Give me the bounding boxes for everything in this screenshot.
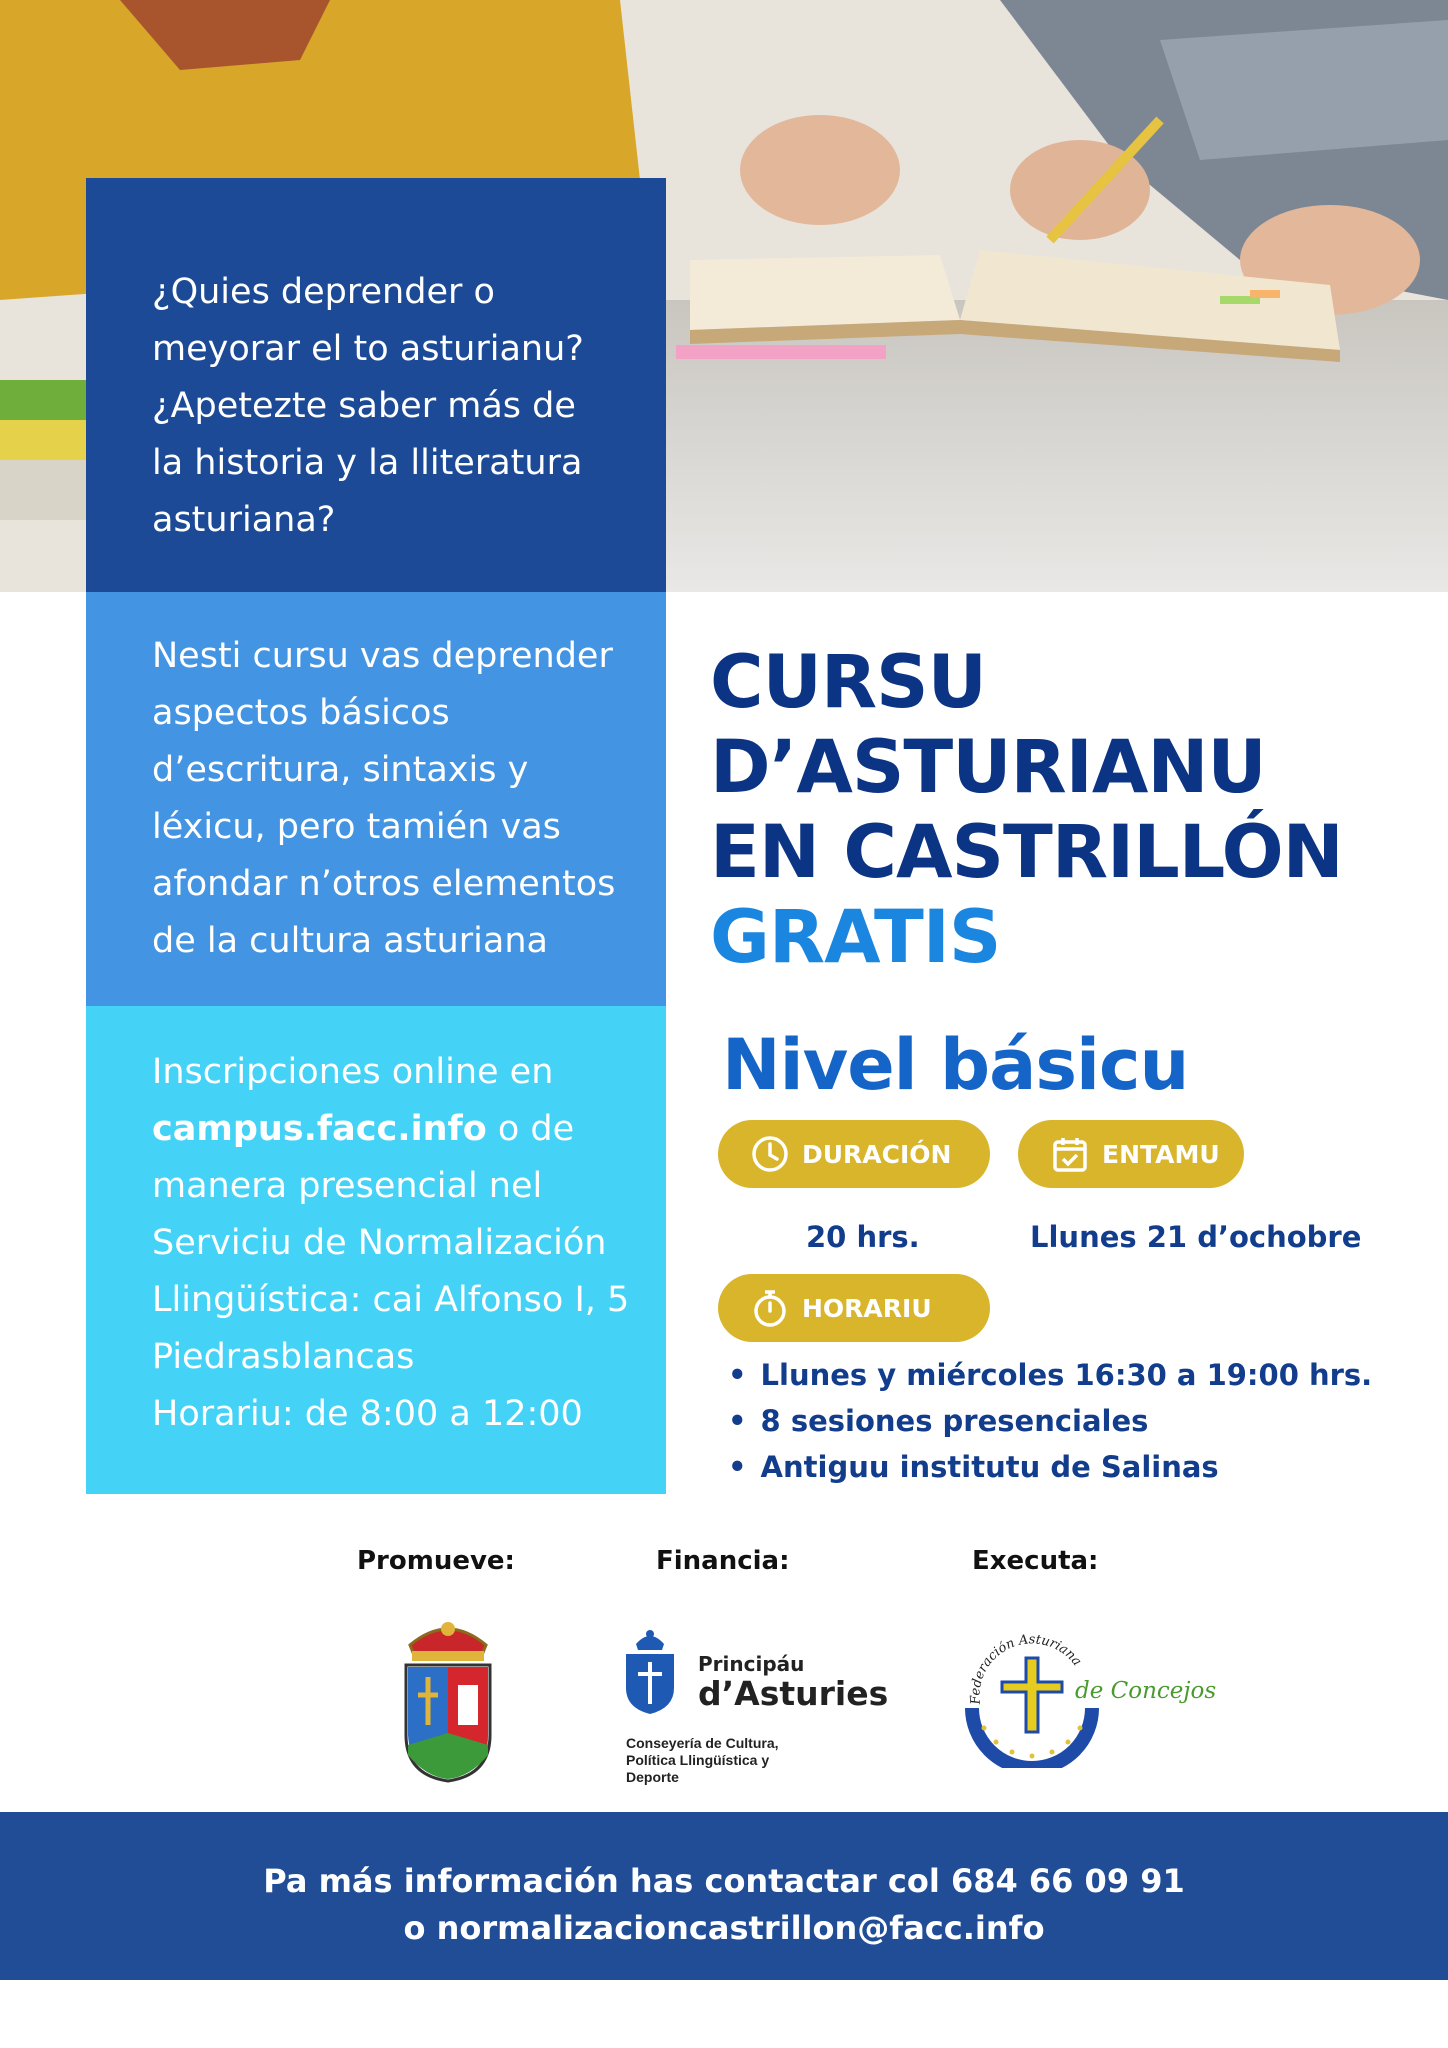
duration-value: 20 hrs.	[806, 1220, 920, 1254]
principality-small-text: Principáu	[698, 1652, 805, 1676]
description-line: d’escritura, sintaxis y	[152, 750, 529, 790]
executes-label: Executa:	[972, 1546, 1099, 1576]
clock-icon	[750, 1134, 790, 1174]
title-line: EN CASTRILLÓN	[710, 810, 1343, 895]
contact-email[interactable]: o normalizacioncastrillon@facc.info	[403, 1909, 1045, 1947]
description-line: afondar n’otros elementos	[152, 864, 616, 904]
registration-link-suffix: o de	[486, 1109, 575, 1149]
description-line: Nesti cursu vas deprender	[152, 636, 613, 676]
course-title	[710, 640, 1343, 980]
principality-department	[626, 1735, 826, 1786]
course-level: Nivel básicu	[722, 1024, 1189, 1106]
intro-box	[86, 178, 666, 592]
title-free: GRATIS	[710, 895, 1001, 980]
start-label: ENTAMU	[1102, 1139, 1220, 1169]
stopwatch-icon	[750, 1288, 790, 1328]
description-line: de la cultura asturiana	[152, 921, 548, 961]
description-line: aspectos básicos	[152, 693, 450, 733]
registration-line	[152, 1044, 636, 1101]
calendar-check-icon	[1050, 1134, 1090, 1174]
registration-line: Llingüística: cai Alfonso I, 5	[152, 1280, 630, 1320]
registration-line: Horariu: de 8:00 a 12:00	[152, 1394, 583, 1434]
intro-line: ¿Apetezte saber más de	[152, 386, 576, 426]
intro-line: ¿Quies deprender o	[152, 272, 495, 312]
description-box	[86, 592, 666, 1006]
schedule-list	[728, 1352, 1372, 1490]
federation-name-text: de Concejos	[1075, 1678, 1217, 1704]
registration-line	[152, 1101, 636, 1158]
list-item: • 8 sesiones presenciales	[728, 1398, 1372, 1444]
list-item: • Llunes y miércoles 16:30 a 19:00 hrs.	[728, 1352, 1372, 1398]
registration-intro: Inscripciones online en	[152, 1052, 554, 1092]
funds-label: Financia:	[656, 1546, 790, 1576]
federation-ring-text: Federación Asturiana	[968, 1632, 1085, 1705]
intro-line: la historia y la lliteratura	[152, 443, 583, 483]
registration-line: Serviciu de Normalización	[152, 1223, 607, 1263]
department-line: Política Llingüística y	[626, 1752, 770, 1768]
duration-badge	[718, 1120, 990, 1188]
contact-line: Pa más información has contactar col 684 66 09 91	[263, 1862, 1185, 1900]
schedule-label: HORARIU	[802, 1293, 932, 1323]
principality-big-text: d’Asturies	[698, 1674, 889, 1713]
title-line: D’ASTURIANU	[710, 725, 1266, 810]
duration-label: DURACIÓN	[802, 1139, 952, 1169]
description-line: léxicu, pero tamién vas	[152, 807, 561, 847]
principality-shield-logo	[622, 1628, 678, 1714]
department-line: Deporte	[626, 1769, 679, 1785]
intro-line: meyorar el to asturianu?	[152, 329, 584, 369]
contact-footer	[0, 1812, 1448, 1980]
principality-name	[698, 1652, 888, 1712]
title-line: CURSU	[710, 640, 986, 725]
list-item: • Antiguu institutu de Salinas	[728, 1444, 1372, 1490]
promotes-label: Promueve:	[357, 1546, 515, 1576]
registration-line: manera presencial nel	[152, 1166, 543, 1206]
intro-line: asturiana?	[152, 500, 336, 540]
start-value: Llunes 21 d’ochobre	[1030, 1220, 1362, 1254]
start-badge	[1018, 1120, 1244, 1188]
registration-box	[86, 1006, 666, 1494]
department-line: Conseyería de Cultura,	[626, 1735, 779, 1751]
registration-line: Piedrasblancas	[152, 1337, 415, 1377]
schedule-badge	[718, 1274, 990, 1342]
registration-link[interactable]: campus.facc.info	[152, 1109, 487, 1149]
castrillon-coat-of-arms-logo	[400, 1615, 496, 1785]
